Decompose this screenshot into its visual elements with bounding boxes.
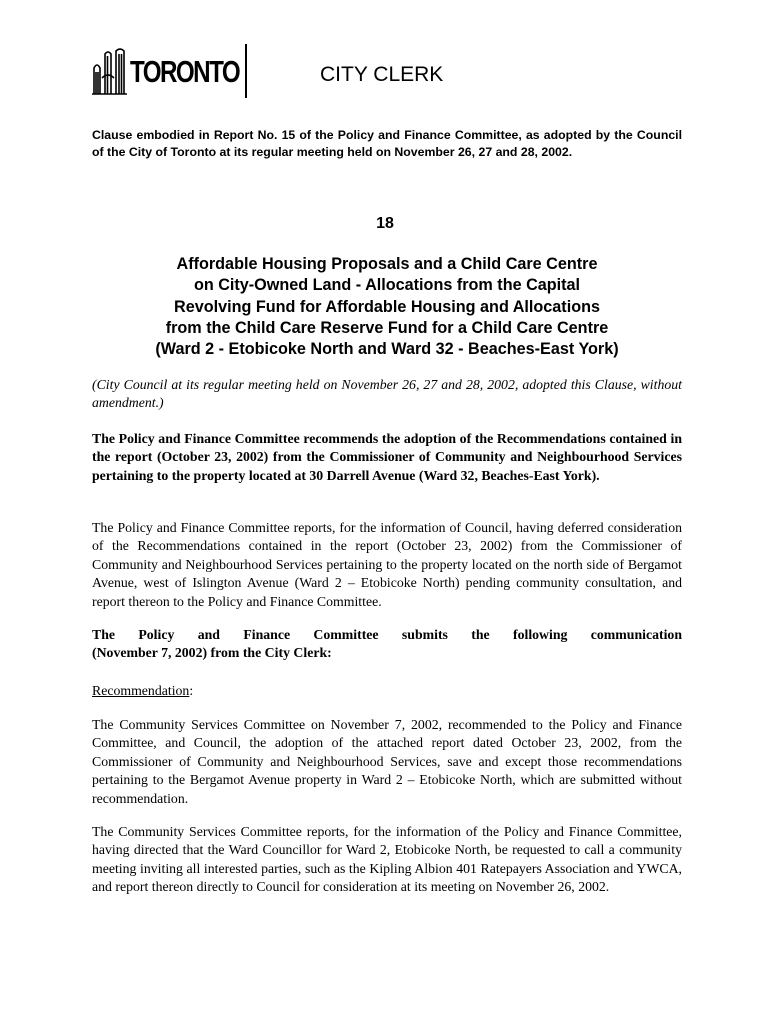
committee-recommendation: The Policy and Finance Committee recommends the adoption of the Recommendations contained in the report (October 23, 2002) from the Commissioner of Community and Neighbourhood Services pertaining to the property located at 30 Darrell Avenue (Ward 32, Beaches-East York). xyxy=(92,431,682,483)
community-services-recommendation: The Community Services Committee on November 7, 2002, recommended to the Policy and Finance Committee, and Council, the adoption of the attached report dated October 23, 2002, from the Commissioner of Community and Neighbourhood Services, save and except those recommendations pertaining to the Bergamot Avenue property in Ward 2 – Etobicoke North, which are submitted without recommendation. xyxy=(92,717,682,806)
recommendation-heading xyxy=(92,682,682,700)
title-line: Affordable Housing Proposals and a Child Care Centre xyxy=(176,255,598,273)
submits-statement xyxy=(92,626,682,663)
submits-line: (November 7, 2002) from the City Clerk: xyxy=(92,645,332,661)
city-hall-icon xyxy=(92,48,128,96)
item-title xyxy=(92,254,682,360)
council-note: (City Council at its regular meeting held on November 26, 27 and 28, 2002, adopted this Clause, without amendment.) xyxy=(92,377,682,411)
committee-report: The Policy and Finance Committee reports, for the information of Council, having deferred consideration of the Recommendations contained in the report (October 23, 2002) from the Commissioner of Community and Neighbourhood Services pertaining to the property located on the north side of Bergamot Avenue, west of Islington Avenue (Ward 2 – Etobicoke North) pending community consultation, and report thereon to the Policy and Finance Committee. xyxy=(92,520,682,609)
recommendation-heading-text: Recommendation xyxy=(92,683,190,698)
department-title: CITY CLERK xyxy=(320,63,444,86)
recommendation-heading-colon: : xyxy=(189,683,194,698)
title-line: from the Child Care Reserve Fund for a Child Care Centre xyxy=(165,318,609,337)
toronto-logo xyxy=(92,44,247,100)
title-line: Revolving Fund for Affordable Housing and Allocations xyxy=(174,297,600,316)
title-line: (Ward 2 - Etobicoke North and Ward 32 - Beaches-East York) xyxy=(155,340,619,359)
clause-intro: Clause embodied in Report No. 15 of the Policy and Finance Committee, as adopted by the Council of the City of Toronto at its regular meeting held on November 26, 27 and 28, 2002. xyxy=(92,128,682,159)
logo-divider xyxy=(245,44,247,98)
community-services-report: The Community Services Committee reports, for the information of the Policy and Finance Committee, having directed that the Ward Councillor for Ward 2, Etobicoke North, be requested to call a community meeting inviting all interested parties, such as the Kipling Albion 401 Ratepayers Association and YWCA, and report thereon directly to Council for consideration at its meeting on November 26, 2002. xyxy=(92,824,682,895)
item-number: 18 xyxy=(376,215,394,232)
logo-wordmark: TORONTO xyxy=(130,54,240,89)
title-line: on City-Owned Land - Allocations from the Capital xyxy=(193,276,581,295)
submits-line: The Policy and Finance Committee submits the following communication xyxy=(92,627,682,642)
